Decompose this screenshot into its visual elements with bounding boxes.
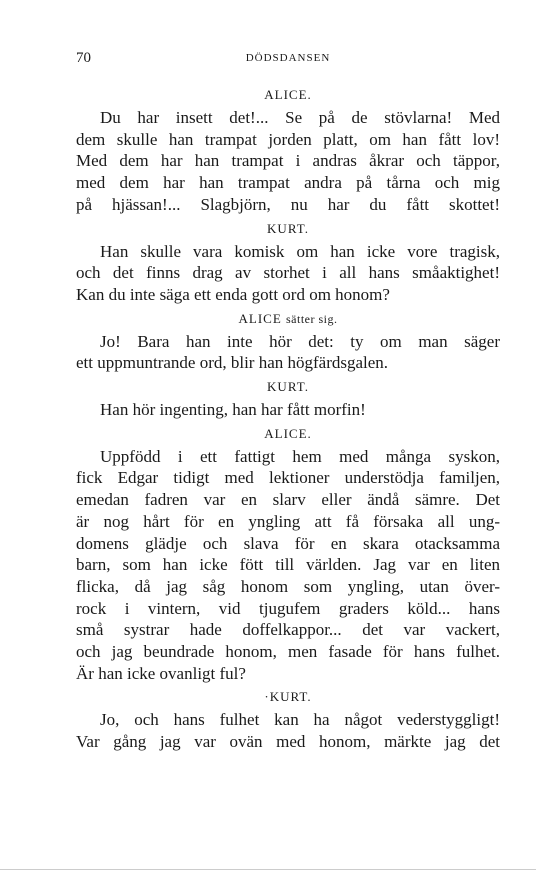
text-line: ett uppmuntrande ord, blir han högfärdsgalen. bbox=[76, 353, 389, 373]
text-line: Jo! Bara han inte hör det: ty om man säger bbox=[100, 331, 500, 351]
text-line: är nog hårt för en yngling att få försaka all ung- bbox=[76, 511, 500, 531]
text-line: Han hör ingenting, han har fått morfin! bbox=[100, 400, 366, 420]
text-line: Kan du inte säga ett enda gott ord om honom? bbox=[76, 284, 390, 304]
page-bottom-edge bbox=[0, 869, 536, 870]
text-line: barn, som han icke fött till världen. Jag var en liten bbox=[76, 555, 500, 575]
text-line: Med dem har han trampat i andras åkrar och täppor, bbox=[76, 151, 500, 171]
speaker-label bbox=[76, 309, 500, 329]
text-line: Uppfödd i ett fattigt hem med många syskon, bbox=[100, 446, 500, 466]
text-line: med dem har han trampat andra på tårna och mig bbox=[76, 173, 500, 193]
speaker-label: ·KURT. bbox=[264, 689, 312, 705]
page-body bbox=[76, 82, 500, 753]
speaker-label: ALICE. bbox=[264, 87, 312, 102]
page-number: 70 bbox=[76, 50, 91, 66]
stage-direction: sätter sig. bbox=[286, 311, 338, 326]
text-line: emedan fadren var en slarv eller ändå sämre. Det bbox=[76, 490, 500, 510]
text-line: fick Edgar tidigt med lektioner understödja familjen, bbox=[76, 468, 500, 488]
text-line: dem skulle han trampat jorden platt, om han fått lov! bbox=[76, 129, 500, 149]
text-line: Var gång jag var ovän med honom, märkte jag det bbox=[76, 732, 500, 752]
speaker-label: KURT. bbox=[267, 379, 309, 395]
text-line: Jo, och hans fulhet kan ha något vederstyggligt! bbox=[100, 710, 500, 730]
running-title: DÖDSDANSEN bbox=[245, 52, 331, 64]
text-line: små systrar hade doffelkappor... det var vackert, bbox=[76, 620, 500, 640]
text-line: domens glädje och slava för en skara otacksamma bbox=[76, 533, 500, 553]
text-line: på hjässan!... Slagbjörn, nu har du fått skottet! bbox=[76, 194, 500, 214]
speaker-name: ALICE bbox=[238, 310, 282, 326]
text-line: flicka, då jag såg honom som yngling, utan över- bbox=[76, 576, 500, 596]
text-line: Du har insett det!... Se på de stövlarna! Med bbox=[100, 108, 500, 127]
text-line: rock i vintern, vid tjugufem graders köld... hans bbox=[76, 598, 500, 618]
speaker-label: KURT. bbox=[267, 220, 309, 236]
text-line: och det finns drag av storhet i all hans småaktighet! bbox=[76, 263, 500, 283]
page-header bbox=[76, 50, 500, 70]
text-line: Är han icke ovanligt ful? bbox=[76, 663, 246, 683]
text-line: Han skulle vara komisk om han icke vore tragisk, bbox=[100, 241, 500, 261]
text-line: och jag beundrade honom, men fasade för hans fulhet. bbox=[76, 642, 500, 662]
speaker-label: ALICE. bbox=[264, 425, 312, 441]
